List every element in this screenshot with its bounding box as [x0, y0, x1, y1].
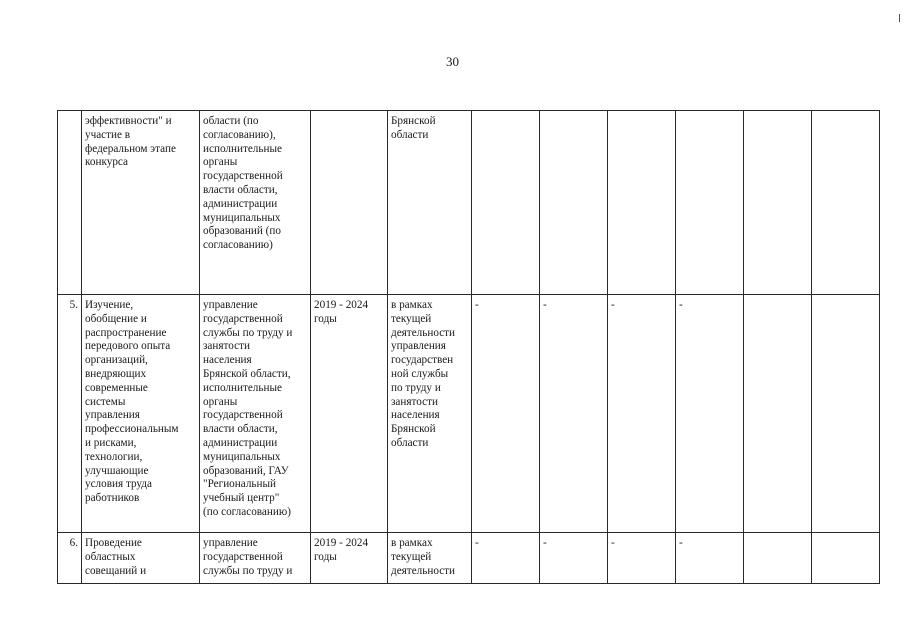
funding-source-cell: Брянской области [388, 111, 472, 295]
value-cell: - [676, 533, 744, 584]
executor-cell: управление государственной службы по труду и занятости населения Брянской области, исполнительные органы государственной власти области, администрации муниципальных образований, ГАУ "Региональный учебный центр" (по согласованию) [200, 295, 311, 533]
event-cell: Проведение областных совещаний и [82, 533, 200, 584]
value-cell: - [540, 533, 608, 584]
funding-source-cell: в рамках текущей деятельности [388, 533, 472, 584]
value-cell: - [676, 295, 744, 533]
value-cell: - [472, 533, 540, 584]
value-cell [744, 533, 812, 584]
value-cell: - [608, 533, 676, 584]
value-cell [540, 111, 608, 295]
value-cell [812, 533, 880, 584]
value-cell [472, 111, 540, 295]
value-cell: - [472, 295, 540, 533]
period-cell [311, 111, 388, 295]
table-row [58, 533, 880, 584]
value-cell [812, 295, 880, 533]
period-cell: 2019 - 2024 годы [311, 533, 388, 584]
value-cell [812, 111, 880, 295]
row-number: 5. [58, 295, 82, 533]
period-cell: 2019 - 2024 годы [311, 295, 388, 533]
scan-edge-mark [899, 14, 900, 22]
row-number [58, 111, 82, 295]
value-cell: - [608, 295, 676, 533]
table-row [58, 111, 880, 295]
value-cell [676, 111, 744, 295]
executor-cell: области (по согласованию), исполнительные органы государственной власти области, администрации муниципальных образований (по согласованию) [200, 111, 311, 295]
page-number: 30 [446, 54, 459, 69]
value-cell [744, 295, 812, 533]
measures-table [57, 110, 880, 584]
row-number: 6. [58, 533, 82, 584]
value-cell [744, 111, 812, 295]
event-cell: Изучение, обобщение и распространение передового опыта организаций, внедряющих современные системы управления профессиональным и рисками, технологии, улучшающие условия труда работников [82, 295, 200, 533]
table-row [58, 295, 880, 533]
event-cell: эффективности" и участие в федеральном этапе конкурса [82, 111, 200, 295]
value-cell: - [540, 295, 608, 533]
funding-source-cell: в рамках текущей деятельности управления государствен ной службы по труду и занятости населения Брянской области [388, 295, 472, 533]
value-cell [608, 111, 676, 295]
executor-cell: управление государственной службы по труду и [200, 533, 311, 584]
